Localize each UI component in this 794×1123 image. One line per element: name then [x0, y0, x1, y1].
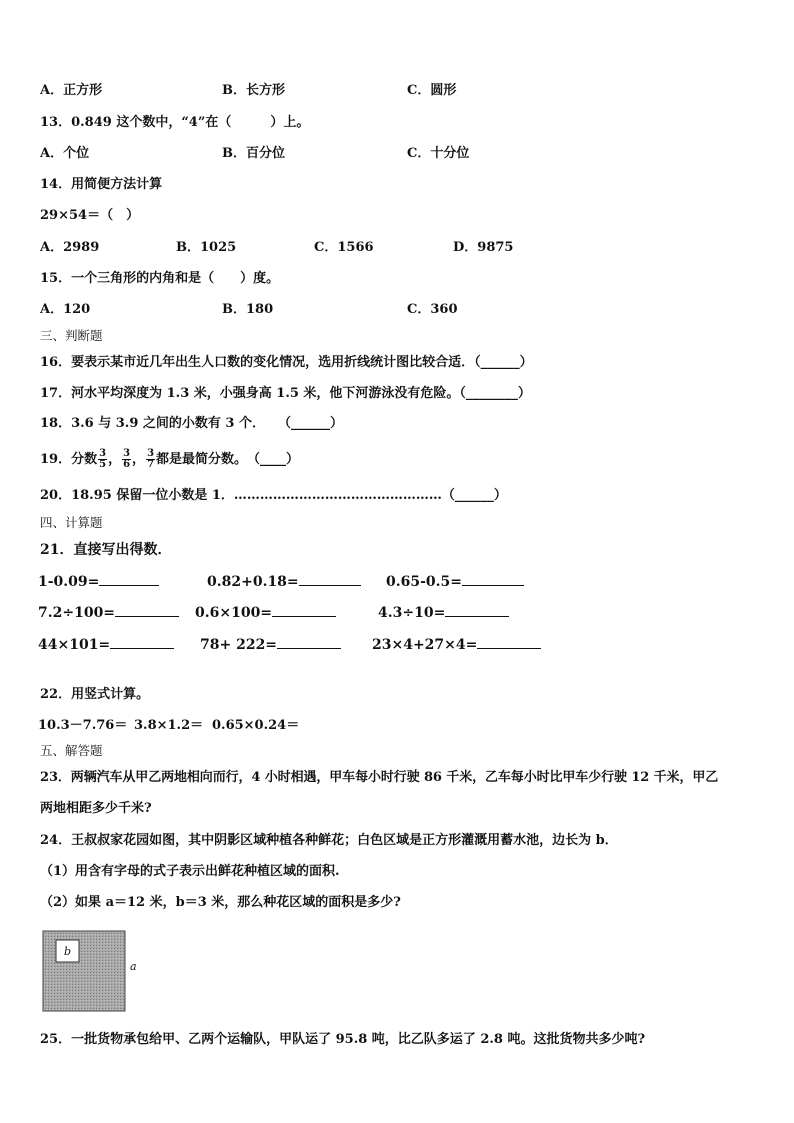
q21-expression: 4.3÷10= [378, 605, 446, 621]
q20-text: 20．18.95 保留一位小数是 1．…………………………………………（______） [40, 488, 507, 503]
fraction-3-7 [146, 449, 155, 470]
q21-item [207, 573, 361, 590]
q23-line-1: 23．两辆汽车从甲乙两地相向而行，4 小时相遇，甲车每小时行驶 86 千米，乙车每小时比甲车少行驶 12 千米，甲乙 [40, 770, 719, 785]
answer-blank[interactable] [277, 636, 341, 649]
q21-item [372, 636, 541, 653]
q21-item [38, 636, 174, 653]
fraction-denominator: 7 [147, 459, 155, 470]
q14-option-c: C．1566 [314, 240, 374, 255]
section-3-heading: 三、判断题 [40, 328, 103, 343]
q14-option-b: B．1025 [176, 240, 237, 255]
q23-line-2: 两地相距多少千米? [40, 801, 152, 816]
fraction-numerator: 3 [147, 448, 155, 459]
q19-separator: ， [108, 452, 122, 467]
q16-text: 16．要表示某市近几年出生人口数的变化情况，选用折线统计图比较合适．（______） [40, 355, 533, 370]
q17-text: 17．河水平均深度为 1.3 米，小强身高 1.5 米，他下河游泳没有危险。（________） [40, 386, 531, 401]
answer-blank[interactable] [110, 636, 174, 649]
q13-option-b: B．百分位 [222, 146, 285, 161]
q12-option-c: C．圆形 [407, 83, 457, 98]
section-4-heading: 四、计算题 [40, 515, 103, 530]
q13-option-a: A．个位 [40, 146, 90, 161]
answer-blank[interactable] [272, 604, 336, 617]
fraction-3-6 [122, 449, 131, 470]
q12-option-b: B．长方形 [222, 83, 285, 98]
q21-item [378, 604, 509, 621]
q14-option-a: A．2989 [40, 240, 100, 255]
q21-expression: 0.6×100= [195, 605, 273, 621]
q19-suffix: 都是最简分数。 （____） [156, 452, 300, 467]
label-a: a [130, 960, 137, 973]
answer-blank[interactable] [462, 573, 524, 586]
answer-blank[interactable] [115, 604, 179, 617]
q21-expression: 0.65-0.5= [386, 574, 462, 590]
q21-expression: 78+ 222= [200, 637, 278, 653]
q19-text [40, 447, 299, 473]
q21-expression: 23×4+27×4= [372, 637, 478, 653]
q21-item [38, 573, 159, 590]
q24-stem: 24．王叔叔家花园如图，其中阴影区域种植各种鲜花；白色区域是正方形灌溉用蓄水池，边长为 b． [40, 833, 618, 848]
q15-option-a: A．120 [40, 302, 91, 317]
q22-item-1: 10.3－7.76＝ [38, 718, 128, 733]
q12-option-a: A．正方形 [40, 83, 103, 98]
q21-expression: 44×101= [38, 637, 111, 653]
fraction-denominator: 5 [99, 459, 107, 470]
q15-stem: 15．一个三角形的内角和是（ ）度。 [40, 271, 280, 286]
q22-stem: 22．用竖式计算。 [40, 687, 150, 702]
answer-blank[interactable] [445, 604, 509, 617]
fraction-3-5 [98, 449, 107, 470]
q13-option-c: C．十分位 [407, 146, 470, 161]
q22-item-3: 0.65×0.24＝ [212, 718, 300, 733]
fraction-numerator: 3 [99, 448, 107, 459]
garden-diagram [42, 930, 142, 1012]
answer-blank[interactable] [299, 573, 361, 586]
q21-stem: 21．直接写出得数． [40, 542, 172, 558]
q24-part-1: （1）用含有字母的式子表示出鲜花种植区域的面积. [40, 864, 340, 879]
q15-option-c: C．360 [407, 302, 458, 317]
q22-item-2: 3.8×1.2＝ [134, 718, 204, 733]
q24-part-2: （2）如果 a＝12 米，b＝3 米，那么种花区域的面积是多少? [40, 895, 401, 910]
q14-expression: 29×54＝（ ） [40, 208, 140, 223]
q21-expression: 0.82+0.18= [207, 574, 299, 590]
section-5-heading: 五、解答题 [40, 743, 103, 758]
flower-area-square [43, 931, 125, 1011]
q21-item [38, 604, 179, 621]
fraction-numerator: 3 [123, 448, 131, 459]
q14-option-d: D．9875 [453, 240, 514, 255]
q21-item [200, 636, 341, 653]
q13-stem: 13．0.849 这个数中，“4”在（ ）上。 [40, 115, 310, 130]
q21-expression: 1-0.09= [38, 574, 100, 590]
q19-separator: ， [132, 452, 146, 467]
q15-option-b: B．180 [222, 302, 274, 317]
q14-stem: 14．用简便方法计算 [40, 177, 163, 192]
q21-item [386, 573, 524, 590]
fraction-denominator: 6 [123, 459, 131, 470]
answer-blank[interactable] [477, 636, 541, 649]
q21-item [195, 604, 336, 621]
garden-figure [42, 930, 142, 1012]
answer-blank[interactable] [99, 573, 159, 586]
q18-text: 18．3.6 与 3.9 之间的小数有 3 个． （______） [40, 416, 343, 431]
q25-text: 25．一批货物承包给甲、乙两个运输队，甲队运了 95.8 吨，比乙队多运了 2.8 吨。这批货物共多少吨? [40, 1032, 646, 1047]
label-b: b [64, 945, 72, 958]
q19-prefix: 19．分数 [40, 452, 98, 467]
q21-expression: 7.2÷100= [38, 605, 116, 621]
